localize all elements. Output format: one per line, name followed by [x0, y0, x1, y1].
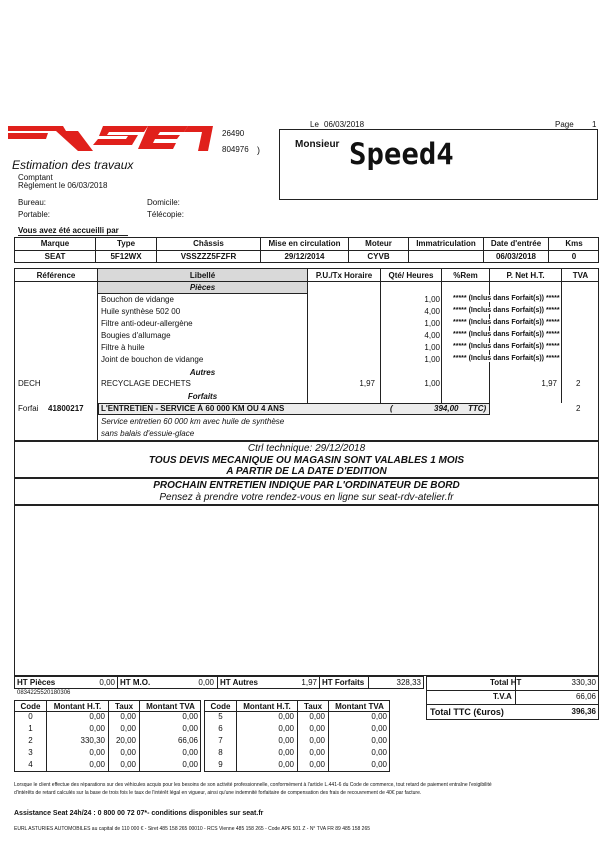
piece-label: Filtre à huile: [101, 343, 145, 352]
vat-cell: 6: [218, 724, 223, 733]
vat-cell: 0,00: [182, 724, 198, 733]
vat-cell: 0,00: [89, 712, 105, 721]
piece-note: ***** (Inclus dans Forfait(s)) *****: [453, 295, 560, 302]
forfait-amount: 394,00: [434, 404, 459, 413]
forfait-label: L'ENTRETIEN - SERVICE À 60 000 KM OU 4 ANS: [101, 404, 285, 413]
vehicle-header: Immatriculation: [416, 239, 476, 248]
vat-cell: 1: [28, 724, 33, 733]
vat-cell: 3: [28, 748, 33, 757]
seat-logo: [8, 123, 213, 153]
vat-cell: 0,00: [182, 748, 198, 757]
payment-line: Règlement le 06/03/2018: [18, 181, 108, 190]
small-number: 0834225520180306: [17, 690, 71, 696]
vat-cell: 8: [218, 748, 223, 757]
forfait-tva: 2: [576, 404, 581, 413]
logo-number-1: 26490: [222, 129, 245, 138]
items-header: Qté/ Heures: [388, 271, 434, 280]
piece-qty: 1,00: [424, 343, 440, 352]
vehicle-header: Châssis: [193, 239, 224, 248]
items-header: %Rem: [453, 271, 478, 280]
vat-cell: 0,00: [120, 712, 136, 721]
vat-cell: 0,00: [278, 712, 294, 721]
ht-autres-value: 1,97: [301, 678, 317, 687]
ht-forfaits-label: HT Forfaits: [322, 678, 365, 687]
items-header: P.U./Tx Horaire: [315, 271, 373, 280]
vat-cell: 0,00: [371, 724, 387, 733]
tva-value: 66,06: [575, 692, 596, 701]
piece-note: ***** (Inclus dans Forfait(s)) *****: [453, 343, 560, 350]
date-value: 06/03/2018: [324, 120, 365, 129]
autres-ref: DECH: [18, 379, 41, 388]
ht-mo-value: 0,00: [198, 678, 214, 687]
vat-cell: 0,00: [182, 712, 198, 721]
vat-cell: 9: [218, 760, 223, 769]
company-line: EURL ASTURIES AUTOMOBILES au capital de 110 000 € - Siret 485 158 265 00010 - RCS Vienne 485 158 265 - Code APE 501 Z - N° TVA FR 89 485 158 265: [14, 826, 371, 832]
vehicle-header: Moteur: [365, 239, 392, 248]
vat-cell: 0,00: [309, 736, 325, 745]
page-label: Page: [555, 120, 574, 129]
section-autres: Autres: [189, 368, 216, 377]
vat-cell: 0,00: [89, 760, 105, 769]
vat-cell: 0,00: [278, 748, 294, 757]
piece-label: Huile synthèse 502 00: [101, 307, 181, 316]
vehicle-value: 06/03/2018: [495, 252, 537, 261]
vat-cell: 0,00: [120, 760, 136, 769]
doc-title: Estimation des travaux: [12, 158, 134, 172]
ht-autres-label: HT Autres: [220, 678, 258, 687]
autres-pu: 1,97: [359, 379, 375, 388]
recipient-name: Speed4: [349, 137, 454, 171]
vat-header: Montant H.T.: [53, 702, 102, 711]
total-ht-value: 330,30: [571, 678, 596, 687]
vehicle-header: Kms: [565, 239, 583, 248]
page-number: 1: [592, 120, 597, 129]
piece-note: ***** (Inclus dans Forfait(s)) *****: [453, 331, 560, 338]
vat-cell: 0,00: [120, 748, 136, 757]
vat-cell: 0,00: [278, 724, 294, 733]
vat-cell: 0,00: [309, 724, 325, 733]
logo-paren: ): [257, 145, 260, 155]
vehicle-value: CYVB: [367, 252, 390, 261]
piece-label: Joint de bouchon de vidange: [101, 355, 204, 364]
portable-label: Portable:: [18, 210, 51, 219]
bureau-label: Bureau:: [18, 198, 47, 207]
ttc-value: 396,36: [571, 707, 596, 716]
piece-label: Filtre anti-odeur-allergène: [101, 319, 193, 328]
vat-header: Montant TVA: [335, 702, 384, 711]
vat-cell: 66,06: [177, 736, 198, 745]
payment-type: Comptant: [18, 173, 53, 182]
tva-label: T.V.A: [493, 692, 512, 701]
vehicle-value: VSSZZZ5FZFR: [180, 252, 237, 261]
vat-cell: 0,00: [371, 736, 387, 745]
assistance-line: Assistance Seat 24h/24 : 0 800 00 72 07*- conditions disponibles sur seat.fr: [14, 810, 264, 817]
piece-note: ***** (Inclus dans Forfait(s)) *****: [453, 307, 560, 314]
forfait-desc: Service entretien 60 000 km avec huile de synthèse: [101, 417, 285, 426]
forfait-paren-open: (: [390, 404, 393, 413]
ctrl-technique: Ctrl technique: 29/12/2018: [247, 443, 366, 454]
piece-label: Bougies d'allumage: [101, 331, 171, 340]
ttc-label: Total TTC (€uros): [430, 707, 504, 717]
piece-qty: 1,00: [424, 355, 440, 364]
autres-net: 1,97: [541, 379, 557, 388]
forfait-ttc: TTC): [468, 404, 487, 413]
vat-cell: 20,00: [115, 736, 136, 745]
vat-header: Montant H.T.: [243, 702, 291, 711]
ht-pieces-label: HT Pièces: [17, 678, 56, 687]
vat-header: Taux: [303, 702, 323, 711]
vehicle-value: 0: [571, 252, 577, 261]
vehicle-value: SEAT: [44, 252, 66, 261]
legal-line-1: Lorsque le client effectue des réparations sur des véhicules acquis pour les besoins de son activité professionnelle, conformément à l'article L.441-6 du Code de commerce, tout retard de paiement entraîne l'exigibilité: [14, 782, 492, 788]
forfait-code: 41800217: [48, 404, 84, 413]
ht-mo-label: HT M.O.: [120, 678, 151, 687]
devis-line-2: A PARTIR DE LA DATE D'EDITION: [226, 466, 387, 477]
piece-note: ***** (Inclus dans Forfait(s)) *****: [453, 319, 560, 326]
date-label: Le: [310, 120, 319, 129]
accueil-line: Vous avez été accueilli par: [18, 226, 119, 235]
piece-qty: 4,00: [424, 307, 440, 316]
vat-header: Taux: [114, 702, 134, 711]
vat-cell: 0,00: [89, 748, 105, 757]
telecopie-label: Télécopie:: [147, 210, 184, 219]
entretien-line: PROCHAIN ENTRETIEN INDIQUE PAR L'ORDINATEUR DE BORD: [153, 480, 460, 491]
items-header: P. Net H.T.: [506, 271, 545, 280]
piece-qty: 1,00: [424, 295, 440, 304]
devis-line-1: TOUS DEVIS MECANIQUE OU MAGASIN SONT VALABLES 1 MOIS: [148, 455, 465, 466]
vehicle-header: Mise en circulation: [268, 239, 341, 248]
items-header: Libellé: [189, 271, 216, 280]
vat-cell: 0,00: [309, 712, 325, 721]
total-ht-label: Total HT: [490, 678, 522, 687]
vehicle-header: Marque: [40, 239, 70, 248]
piece-qty: 4,00: [424, 331, 440, 340]
vat-cell: 0,00: [309, 760, 325, 769]
vat-cell: 0,00: [182, 760, 198, 769]
piece-qty: 1,00: [424, 319, 440, 328]
vat-cell: 0,00: [371, 712, 387, 721]
vat-cell: 7: [218, 736, 223, 745]
autres-tva: 2: [576, 379, 581, 388]
vat-cell: 5: [218, 712, 223, 721]
vat-cell: 0,00: [89, 724, 105, 733]
vat-cell: 0,00: [309, 748, 325, 757]
piece-note: ***** (Inclus dans Forfait(s)) *****: [453, 355, 560, 362]
vehicle-header: Type: [116, 239, 136, 248]
vehicle-header: Date d'entrée: [490, 239, 542, 248]
blank-area: [14, 505, 599, 676]
forfait-desc: sans balais d'essuie-glace: [101, 429, 195, 438]
legal-line-2: d'intérêts de retard calculés sur la base de trois fois le taux de l'intérêt légal en vigueur, ainsi qu'une indemnité forfaitaire de compensation des frais de recouvrement de 40€ par facture.: [14, 790, 422, 796]
vat-cell: 0,00: [120, 724, 136, 733]
domicile-label: Domicile:: [147, 198, 180, 207]
vat-header: Code: [210, 702, 231, 711]
recipient-title: Monsieur: [295, 139, 340, 150]
items-header: Référence: [36, 271, 76, 280]
vat-cell: 0,00: [371, 760, 387, 769]
ht-forfaits-value: 328,33: [396, 678, 421, 687]
vat-cell: 330,30: [80, 736, 105, 745]
vat-cell: 0,00: [278, 736, 294, 745]
logo-number-2: 804976: [222, 145, 249, 154]
vat-cell: 0: [28, 712, 33, 721]
rdv-line: Pensez à prendre votre rendez-vous en ligne sur seat-rdv-atelier.fr: [159, 492, 454, 503]
autres-label: RECYCLAGE DECHETS: [101, 379, 191, 388]
ht-pieces-value: 0,00: [99, 678, 115, 687]
vat-cell: 0,00: [278, 760, 294, 769]
section-forfaits: Forfaits: [187, 392, 218, 401]
items-header: TVA: [572, 271, 589, 280]
vehicle-value: 29/12/2014: [284, 252, 325, 261]
vat-header: Montant TVA: [146, 702, 195, 711]
piece-label: Bouchon de vidange: [101, 295, 174, 304]
vat-cell: 0,00: [371, 748, 387, 757]
vat-header: Code: [20, 702, 41, 711]
vat-cell: 2: [28, 736, 33, 745]
section-pieces: Pièces: [189, 283, 216, 292]
autres-qty: 1,00: [424, 379, 440, 388]
forfait-ref: Forfai: [18, 404, 39, 413]
vat-cell: 4: [28, 760, 33, 769]
vehicle-value: 5F12WX: [110, 252, 142, 261]
